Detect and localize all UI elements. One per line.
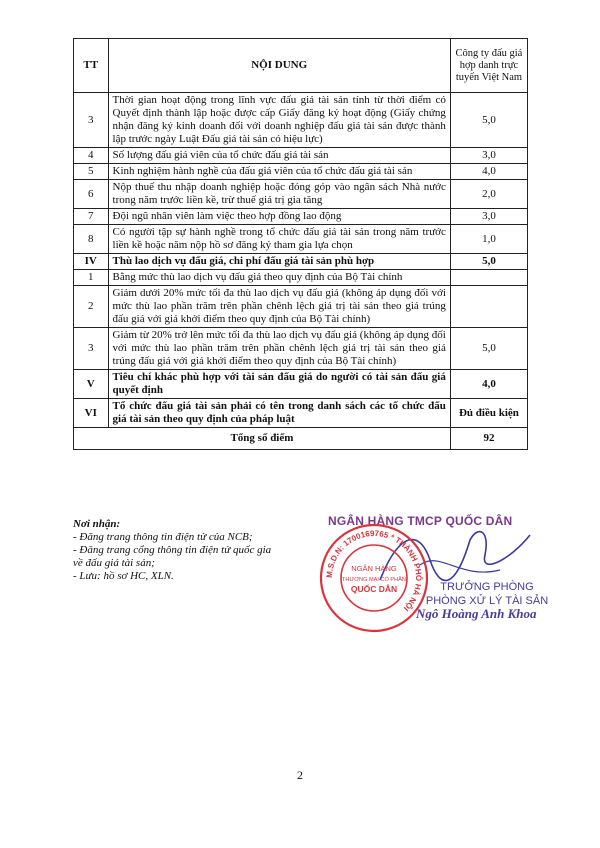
recipient-line-2: - Đăng trang cổng thông tin điện tử quốc gia về đấu giá tài sản; <box>73 544 272 569</box>
row-content: Thời gian hoạt động trong lĩnh vực đấu giá tài sản tính từ thời điểm có Quyết định thành lập hoặc được cấp Giấy đăng ký hoạt động (Giấy chứng nhận đăng ký kinh doanh đối với doanh nghiệp đấu giá tài sản được thành lập trước ngày Luật Đấu giá tài sản có hiệu lực) <box>108 93 450 148</box>
row-content: Số lượng đấu giá viên của tổ chức đấu giá tài sản <box>108 148 450 164</box>
row-content: Thù lao dịch vụ đấu giá, chi phí đấu giá tài sản phù hợp <box>108 254 450 270</box>
table-row <box>74 286 528 328</box>
total-row <box>74 428 528 450</box>
seal-inner-3: QUỐC DÂN <box>350 584 398 594</box>
row-content: Tổ chức đấu giá tài sản phải có tên trong danh sách các tổ chức đấu giá tài sản theo quy định của pháp luật <box>108 399 450 428</box>
row-score <box>450 286 527 328</box>
table-row <box>74 370 528 399</box>
row-score: 5,0 <box>450 328 527 370</box>
signer-name: Ngô Hoàng Anh Khoa <box>416 606 537 621</box>
table-row <box>74 254 528 270</box>
row-content: Giảm dưới 20% mức tối đa thù lao dịch vụ đấu giá (không áp dụng đối với mức thù lao phần trăm trên phần chênh lệch giá trị tài sản theo giá trúng đấu giá với giá khởi điểm theo quy định của Bộ Tài chính) <box>108 286 450 328</box>
row-tt: V <box>74 370 109 399</box>
recipient-line-1: - Đăng trang thông tin điện tử của NCB; <box>73 531 253 543</box>
row-score: 5,0 <box>450 93 527 148</box>
table-row <box>74 399 528 428</box>
total-label: Tổng số điểm <box>74 428 451 450</box>
row-tt: 6 <box>74 180 109 209</box>
signer-title-line-2: PHÒNG XỬ LÝ TÀI SẢN <box>425 595 549 607</box>
row-content: Tiêu chí khác phù hợp với tài sản đấu giá do người có tài sản đấu giá quyết định <box>108 370 450 399</box>
row-content: Kinh nghiệm hành nghề của đấu giá viên của tổ chức đấu giá tài sản <box>108 164 450 180</box>
page-number: 2 <box>297 768 303 782</box>
signer-title <box>417 580 557 608</box>
row-content: Nộp thuế thu nhập doanh nghiệp hoặc đóng góp vào ngân sách Nhà nước trong năm trước liền kề, trừ thuế giá trị gia tăng <box>108 180 450 209</box>
row-tt: IV <box>74 254 109 270</box>
row-tt: 2 <box>74 286 109 328</box>
company-seal <box>318 522 430 634</box>
table-row <box>74 209 528 225</box>
row-score: 2,0 <box>450 180 527 209</box>
row-tt: 3 <box>74 328 109 370</box>
table-row <box>74 270 528 286</box>
scoring-table <box>73 38 528 450</box>
row-score: 5,0 <box>450 254 527 270</box>
signer-title-line-1: TRƯỞNG PHÒNG <box>440 581 534 593</box>
row-tt: 1 <box>74 270 109 286</box>
header-tt: TT <box>74 39 109 93</box>
table-row <box>74 93 528 148</box>
row-score: 3,0 <box>450 209 527 225</box>
row-content: Đội ngũ nhân viên làm việc theo hợp đồng lao động <box>108 209 450 225</box>
table-row <box>74 328 528 370</box>
seal-inner-1: NGÂN HÀNG <box>351 564 397 573</box>
row-tt: 3 <box>74 93 109 148</box>
seal-ring-textpath: M.S.D.N: 1700169765 * THÀNH PHỐ HÀ NỘI <box>324 528 424 613</box>
recipient-line-3: - Lưu: hồ sơ HC, XLN. <box>73 570 174 582</box>
row-score: 3,0 <box>450 148 527 164</box>
seal-inner-2: THƯƠNG MẠI CỔ PHẦN <box>342 577 406 583</box>
bank-name: NGÂN HÀNG TMCP QUỐC DÂN <box>328 514 513 528</box>
row-score: 4,0 <box>450 370 527 399</box>
row-tt: 4 <box>74 148 109 164</box>
row-tt: VI <box>74 399 109 428</box>
row-tt: 5 <box>74 164 109 180</box>
row-tt: 8 <box>74 225 109 254</box>
total-score: 92 <box>450 428 527 450</box>
row-content: Có người tập sự hành nghề trong tổ chức đấu giá tài sản trong năm trước liền kề hoặc năm nộp hồ sơ đăng ký tham gia lựa chọn <box>108 225 450 254</box>
table-header-row <box>74 39 528 93</box>
header-score: Công ty đấu giá hợp danh trực tuyến Việt Nam <box>450 39 527 93</box>
row-score: Đủ điều kiện <box>450 399 527 428</box>
row-content: Bằng mức thù lao dịch vụ đấu giá theo quy định của Bộ Tài chính <box>108 270 450 286</box>
row-content: Giảm từ 20% trở lên mức tối đa thù lao dịch vụ đấu giá (không áp dụng đối với mức thù lao phần trăm trên phần chênh lệch giá trị tài sản theo giá trúng đấu giá với giá khởi điểm theo quy định của Bộ Tài chính) <box>108 328 450 370</box>
header-content: NỘI DUNG <box>108 39 450 93</box>
table-row <box>74 180 528 209</box>
table-row <box>74 148 528 164</box>
row-tt: 7 <box>74 209 109 225</box>
row-score: 1,0 <box>450 225 527 254</box>
table-row <box>74 225 528 254</box>
recipients-title: Nơi nhận: <box>73 518 121 530</box>
recipients-block <box>73 518 273 583</box>
row-score: 4,0 <box>450 164 527 180</box>
table-row <box>74 164 528 180</box>
row-score <box>450 270 527 286</box>
